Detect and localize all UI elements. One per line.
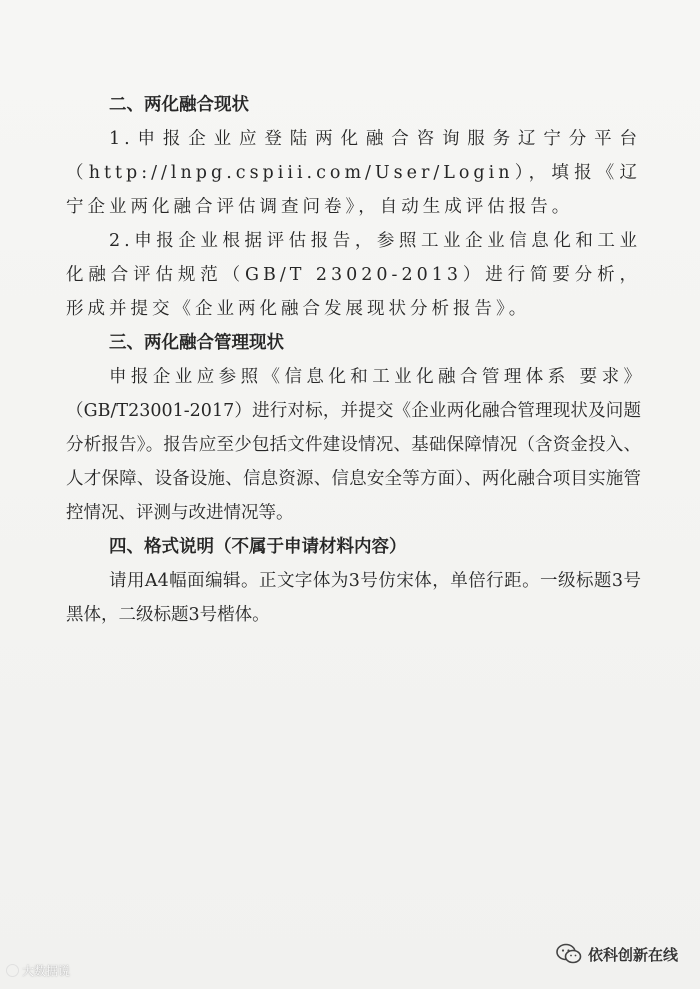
wechat-icon [556,943,582,965]
section-4-paragraph-1: 请用A4幅面编辑。正文字体为3号仿宋体，单倍行距。一级标题3号黑体，二级标题3号楷体。 [66,571,641,625]
watermark-logo-icon [6,964,19,977]
section-heading-3: 三、两化融合管理现状 [109,333,284,353]
section-2-paragraph-2: 2.申报企业根据评估报告，参照工业企业信息化和工业化融合评估规范（GB/T 23020-2013）进行简要分析，形成并提交《企业两化融合发展现状分析报告》。 [66,231,641,319]
watermark-left-text: 大数据说 [22,964,71,978]
watermark-left [6,962,70,979]
document-body [66,88,641,632]
section-3-paragraph-1: 申报企业应参照《信息化和工业化融合管理体系 要求》（GB/T23001-2017）进行对标，并提交《企业两化融合管理现状及问题分析报告》。报告应至少包括文件建设情况、基础保障情况（含资金投入、人才保障、设备设施、信息资源、信息安全等方面）、两化融合项目实施管控情况、评测与改进情况等。 [66,367,641,523]
section-heading-4: 四、格式说明（不属于申请材料内容） [109,537,407,557]
section-2-paragraph-1: 1.申报企业应登陆两化融合咨询服务辽宁分平台（http://lnpg.cspiii.com/User/Login），填报《辽宁企业两化融合评估调查问卷》，自动生成评估报告。 [66,129,641,217]
watermark-right [556,943,678,965]
watermark-right-text: 依科创新在线 [587,945,678,964]
section-heading-2: 二、两化融合现状 [109,95,249,115]
